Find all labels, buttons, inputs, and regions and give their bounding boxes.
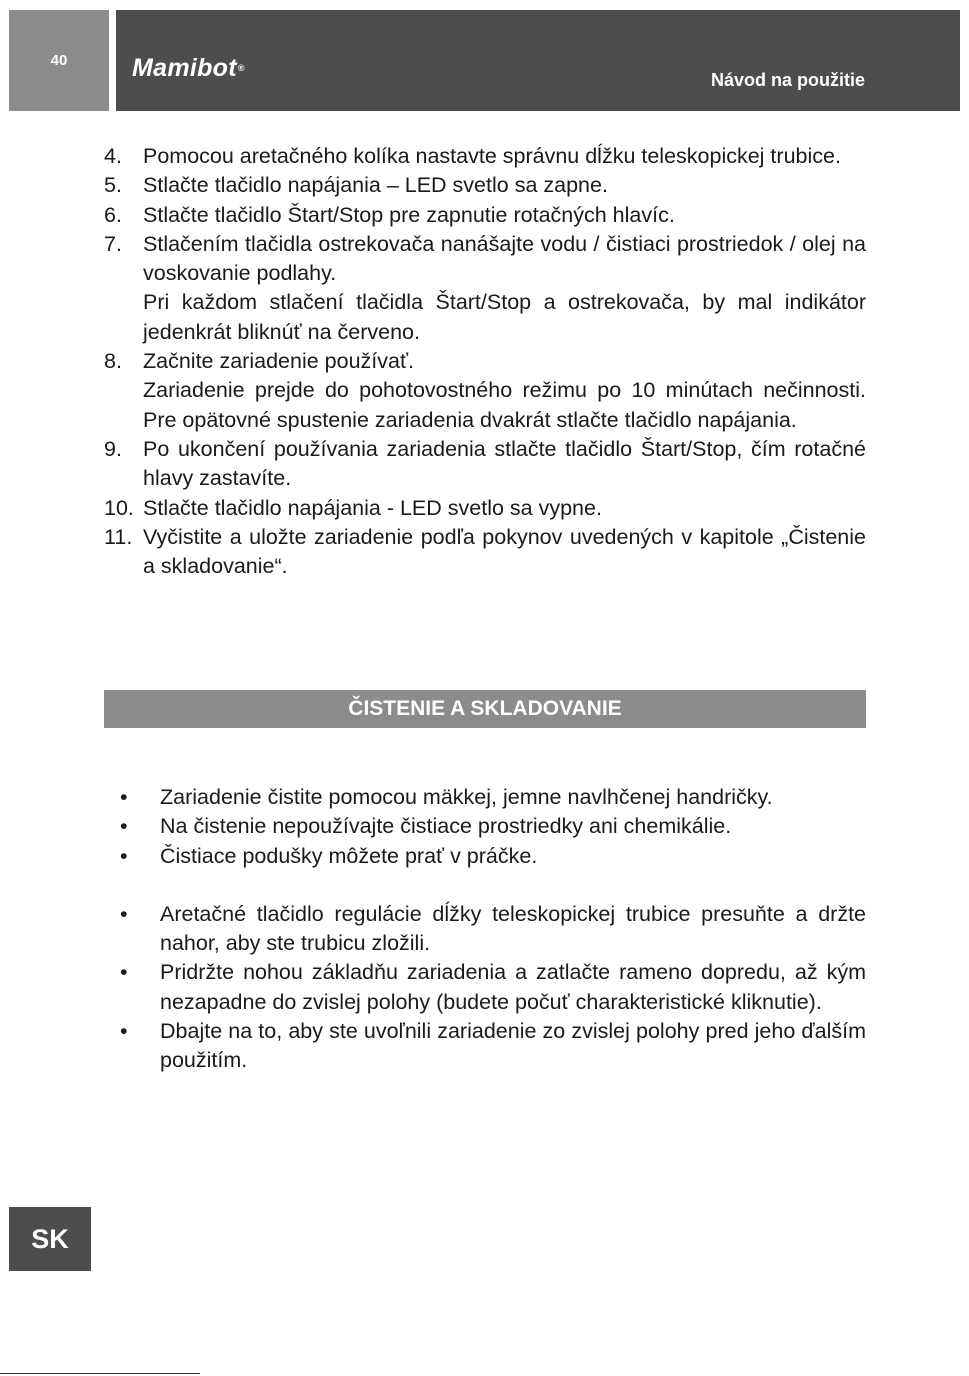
step-text: Stlačením tlačidla ostrekovača nanášajte vodu / čistiaci prostriedok / olej na voskovanie podlahy. bbox=[143, 231, 866, 286]
brand-name: Mamibot bbox=[132, 54, 237, 82]
page-number-text: 40 bbox=[50, 52, 68, 69]
step-8 bbox=[104, 347, 866, 376]
step-number: 8. bbox=[104, 349, 122, 374]
manual-title: Návod na použitie bbox=[710, 70, 865, 90]
list-item-text: Zariadenie čistite pomocou mäkkej, jemne navlhčenej handričky. bbox=[160, 785, 773, 809]
step-text: Stlačte tlačidlo Štart/Stop pre zapnutie rotačných hlavíc. bbox=[143, 202, 675, 227]
list-item bbox=[104, 842, 866, 871]
step-4 bbox=[104, 142, 866, 171]
step-number: 7. bbox=[104, 231, 122, 256]
list-item-text: Aretačné tlačidlo regulácie dĺžky teleskopickej trubice presuňte a držte nahor, aby ste trubicu zložili. bbox=[160, 901, 866, 956]
bullet-icon: • bbox=[120, 901, 128, 926]
list-item bbox=[104, 1017, 866, 1076]
footer-divider bbox=[0, 1373, 200, 1374]
bullet-icon: • bbox=[120, 960, 128, 985]
step-6 bbox=[104, 201, 866, 230]
step-text: Po ukončení používania zariadenia stlačte tlačidlo Štart/Stop, čím rotačné hlavy zastavíte. bbox=[143, 436, 866, 491]
step-11 bbox=[104, 523, 866, 582]
step-5 bbox=[104, 171, 866, 200]
list-item bbox=[104, 783, 866, 812]
step-number: 10. bbox=[104, 495, 134, 520]
step-10 bbox=[104, 494, 866, 523]
list-item-text: Pridržte nohou základňu zariadenia a zatlačte rameno dopredu, až kým nezapadne do zvislej polohy (budete počuť charakteristické kliknutie). bbox=[160, 960, 866, 1014]
step-text: Stlačte tlačidlo napájania – LED svetlo sa zapne. bbox=[143, 173, 608, 198]
list-item-text: Na čistenie nepoužívajte čistiace prostriedky ani chemikálie. bbox=[160, 814, 732, 839]
step-7 bbox=[104, 230, 866, 289]
bullet-icon: • bbox=[120, 814, 128, 839]
bullet-icon: • bbox=[120, 843, 128, 868]
bullet-icon: • bbox=[120, 785, 128, 809]
step-text: Začnite zariadenie používať. bbox=[143, 349, 414, 374]
page-number bbox=[9, 10, 109, 111]
language-code: SK bbox=[31, 1223, 69, 1254]
step-number: 6. bbox=[104, 202, 122, 227]
step-text: Pomocou aretačného kolíka nastavte správnu dĺžku teleskopickej trubice. bbox=[143, 144, 841, 168]
cleaning-storage-list bbox=[104, 783, 866, 1076]
step-text: Stlačte tlačidlo napájania - LED svetlo sa vypne. bbox=[143, 495, 602, 520]
list-spacer bbox=[104, 871, 866, 900]
list-item-text: Dbajte na to, aby ste uvoľnili zariadenie zo zvislej polohy pred jeho ďalším použitím. bbox=[160, 1019, 866, 1073]
step-number: 5. bbox=[104, 173, 122, 198]
section-title: ČISTENIE A SKLADOVANIE bbox=[348, 697, 622, 720]
list-item bbox=[104, 812, 866, 841]
step-number: 9. bbox=[104, 436, 122, 461]
step-7-note: Pri každom stlačení tlačidla Štart/Stop a ostrekovača, by mal indikátor jedenkrát bliknúť na červeno. bbox=[143, 290, 866, 344]
registered-mark: ® bbox=[237, 63, 245, 73]
bullet-icon: • bbox=[120, 1019, 128, 1044]
section-heading bbox=[104, 690, 866, 728]
language-tab bbox=[9, 1207, 91, 1271]
list-item bbox=[104, 958, 866, 1017]
header-bar bbox=[116, 10, 960, 111]
brand-logo bbox=[132, 53, 245, 83]
step-9 bbox=[104, 435, 866, 494]
list-item bbox=[104, 900, 866, 959]
step-text: Vyčistite a uložte zariadenie podľa pokynov uvedených v kapitole „Čistenie a skladovanie“. bbox=[143, 524, 866, 579]
step-8-note: Zariadenie prejde do pohotovostného režimu po 10 minútach nečinnosti. Pre opätovné spustenie zariadenia dvakrát stlačte tlačidlo napájania. bbox=[143, 378, 866, 432]
step-number: 11. bbox=[104, 524, 133, 549]
step-number: 4. bbox=[104, 144, 122, 168]
instruction-steps bbox=[104, 142, 866, 581]
list-item-text: Čistiace podušky môžete prať v práčke. bbox=[160, 843, 538, 868]
